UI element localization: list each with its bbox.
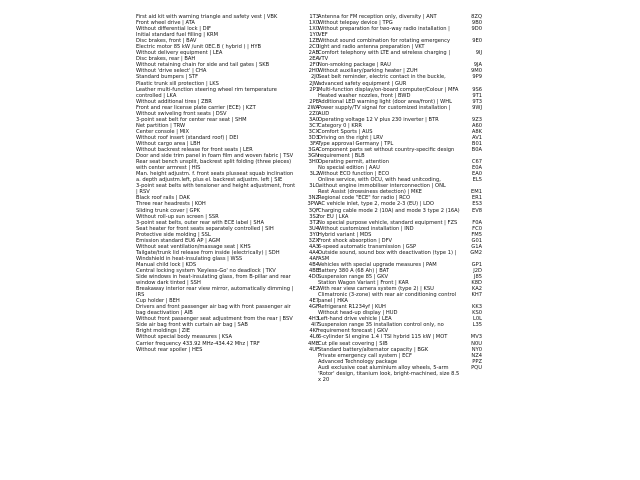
option-description: Without differential lock | DIF	[136, 26, 212, 33]
option-description: Suspension range 35 installation control only, no requirement forecast | GKV	[318, 322, 444, 335]
option-code: 3U4	[308, 225, 319, 232]
option-code: 1ZE	[308, 38, 319, 45]
option-code: KK3	[471, 304, 482, 311]
option-description: 3-point seat belt for center rear seat | SHM	[136, 116, 247, 123]
option-code: 9E0	[472, 38, 482, 45]
option-row	[136, 274, 319, 286]
option-description: 3-point seat belts, outer rear with ECE label | SHA	[136, 219, 265, 226]
option-code: L35	[472, 322, 482, 329]
option-code: B01	[471, 140, 482, 147]
option-code: 9T3	[472, 98, 482, 105]
option-description: Type approval Germany | TPL	[318, 140, 394, 147]
option-code: 3C7	[308, 122, 319, 129]
option-code: N0U	[471, 340, 482, 347]
option-code: 3PW	[307, 201, 319, 208]
option-description: Windshield in heat-insulating glass | WSS	[136, 255, 243, 262]
option-code: F0A	[472, 219, 482, 226]
option-description: Manual child lock | KDS	[136, 261, 197, 268]
option-code: ES3	[472, 201, 482, 208]
option-description: Without roof insert (standard roof) | DEI	[136, 134, 239, 141]
option-description: Door and side trim panel in foam film and woven fabric | TSV	[136, 153, 294, 160]
option-description: Driving on the right | LRV	[318, 134, 383, 141]
option-description: Climatronic (3-zone) with rear air conditioning control panel | HKA	[318, 292, 457, 305]
option-code: KA2	[471, 286, 482, 293]
option-code: EA0	[471, 171, 482, 178]
option-row	[136, 87, 319, 99]
option-description: Antenna for FM reception only, diversity | ANT	[318, 14, 437, 20]
option-description: Protective side molding | SSL	[136, 231, 211, 238]
option-code: 9T1	[472, 92, 482, 99]
option-description: Without backrest release for front seats | LER	[136, 147, 253, 154]
option-description: Front wheel drive | ATA	[136, 20, 195, 27]
option-description: Multi-function display/on-board computer/Colour | MFA	[318, 86, 459, 93]
option-code: 9S6	[472, 86, 482, 93]
option-description: Without cargo area | LBH	[136, 140, 201, 147]
options-list-right	[318, 14, 482, 383]
option-description: Cut pile seat covering | SIB	[318, 340, 388, 347]
option-code: A60	[471, 122, 482, 129]
option-code: K8D	[471, 280, 482, 287]
option-description: No special purpose vehicle, standard equipment | FZS	[318, 219, 458, 226]
option-row	[136, 159, 319, 171]
option-description: AC vehicle inlet, type 2, mode 2-3 (EU) | LDO	[318, 201, 434, 208]
option-description: Initial standard fuel filling | KRM	[136, 32, 219, 39]
option-description: Disc brakes, front | BAV	[136, 38, 197, 45]
option-code: 3QF	[308, 207, 319, 214]
option-code: 4UF	[309, 346, 319, 353]
option-description: Three rear headrests | KOH	[136, 201, 206, 208]
option-description: Side windows in heat-insulating glass, from B-pillar and rear window dark tinted | SSH	[136, 274, 291, 287]
option-description: Without 'drive select' | CHA	[136, 68, 207, 75]
option-description: Emission standard EU6 AP | AGM	[136, 237, 221, 244]
option-code: 4AF	[309, 255, 319, 262]
option-row	[318, 74, 482, 86]
option-code: EV8	[471, 207, 482, 214]
option-code: 3CX	[308, 128, 319, 135]
option-row	[136, 347, 319, 353]
option-description: Without seat ventilation/massage seat | KHS	[136, 243, 251, 250]
option-code: 2EA	[308, 56, 319, 63]
option-description: 3-point seat belts with tensioner and height adjustment, front | RSV	[136, 183, 296, 196]
option-code: 4A3	[308, 243, 319, 250]
option-description: Cup holder | BEH	[136, 298, 180, 305]
option-code: 9WJ	[472, 104, 482, 111]
option-description: Without preparation for two-way radio installation | VEF	[318, 26, 450, 39]
option-description: Hybrid variant | MDS	[318, 231, 372, 238]
option-code: 2P1	[309, 86, 319, 93]
option-code: G01	[471, 237, 482, 244]
option-code: 4E7	[309, 298, 319, 305]
option-row	[136, 304, 319, 316]
option-description: Non-smoking package | RAU	[318, 62, 391, 69]
option-code: 3A0	[308, 116, 319, 123]
option-code: C67	[471, 159, 482, 166]
option-code: 3H0	[308, 159, 319, 166]
option-description: Battery 380 A (68 Ah) | BAT	[318, 267, 390, 274]
option-code: 8ZQ	[471, 14, 482, 20]
option-row	[318, 208, 482, 220]
option-code: 4I7	[310, 322, 319, 329]
option-row	[318, 105, 482, 117]
option-code: FM5	[471, 231, 482, 238]
option-row	[318, 38, 482, 50]
option-row	[318, 26, 482, 38]
option-code: MV3	[470, 334, 482, 341]
option-code: 9Z3	[471, 116, 482, 123]
option-code: 2C0	[308, 44, 319, 51]
option-code: 9P9	[472, 74, 482, 81]
option-description: With rear view camera system (type 2) | KSU	[318, 286, 434, 293]
option-description: Without telepay device | TPG	[318, 20, 393, 27]
option-code: 3FA	[309, 140, 319, 147]
option-description: Net partition | TRW	[136, 122, 186, 129]
option-code: PQU	[471, 364, 482, 371]
option-code: 3GN	[307, 153, 319, 160]
option-description: Leather multi-function steering wheel rim temperature controlled | LKA	[136, 86, 277, 99]
option-description: Sliding trunk cover | GPK	[136, 207, 200, 214]
option-code: GP1	[471, 261, 482, 268]
option-description: Operating voltage 12 V plus 230 inverter | BTR	[318, 116, 439, 123]
option-description: Outside sound, sound box with deactivation (type 1) | ASM	[318, 249, 457, 262]
options-list-left	[136, 14, 319, 353]
option-code: 4KF	[309, 328, 319, 335]
option-description: Suspension range 85 | GKV	[318, 274, 389, 281]
option-code: ER1	[471, 195, 482, 202]
option-code: 4D0	[308, 274, 319, 281]
option-description: Advanced Technology package	[318, 358, 398, 365]
option-code: FC0	[472, 225, 482, 232]
option-description: Operating permit, attention	[318, 159, 389, 166]
option-code: 4L6	[309, 334, 319, 341]
option-description: Drivers and front passenger air bag with front passenger air bag deactivation | AIB	[136, 304, 291, 317]
option-description: Disc brakes, rear | BAH	[136, 56, 196, 63]
option-row	[318, 292, 482, 304]
option-description: Without ECO function | ECO	[318, 171, 390, 178]
option-description: Power supply/TV signal for customized installation | AUD	[318, 104, 451, 117]
option-row	[318, 147, 482, 159]
option-description: Standard battery/alternator capacity | BGK	[318, 346, 429, 353]
option-description: Without delivery equipment | LEA	[136, 50, 223, 57]
option-description: Heated washer nozzles, front | BWD	[318, 92, 411, 99]
option-code: 2PE	[309, 98, 319, 105]
option-description: Without rear spoiler | HES	[136, 346, 203, 353]
option-description: Tailgate/trunk lid release from inside (electrically) | SDH	[136, 249, 280, 256]
option-row	[318, 365, 482, 383]
option-code: 1X0	[308, 20, 319, 27]
option-description: Charging cable mode 2 (10A) and mode 3 type 2 (16A) for EU | LKA	[318, 207, 460, 220]
option-row	[136, 286, 319, 298]
option-description: Electric motor 85 kW /unit 0EC.B ( hybrid ) | HYB	[136, 44, 262, 51]
option-description: Carrier frequency 433.92 MHz-434.42 Mhz | TRF	[136, 340, 260, 347]
option-code: 2J0	[310, 74, 319, 81]
option-code: 3D3	[308, 134, 319, 141]
option-description: Comfort Sports | AUS	[318, 128, 373, 135]
option-code: A8K	[471, 128, 482, 135]
option-code: EL5	[472, 177, 482, 184]
option-code: PPZ	[472, 358, 482, 365]
option-code: 3ZX	[308, 237, 319, 244]
option-code: 4BE	[308, 267, 319, 274]
option-description: Center console | MIX	[136, 128, 190, 135]
option-description: Bright moldings | ZIE	[136, 328, 190, 335]
option-code: EM1	[471, 189, 482, 196]
option-code: 9M0	[471, 68, 482, 75]
option-code: 2F0	[309, 62, 319, 69]
option-description: Side air bag front with curtain air bag | SAB	[136, 322, 248, 329]
option-row	[318, 250, 482, 262]
option-description: Central locking system 'Keyless-Go' no deadlock | TKV	[136, 267, 276, 274]
option-code: KS0	[472, 310, 482, 317]
option-description: Seat belt reminder, electric contact in the buckle, advanced safety equipment | GUR	[318, 74, 446, 87]
option-code: E0A	[471, 165, 482, 172]
option-description: Without front passenger seat adjustment from the rear | BSV	[136, 316, 293, 323]
option-code: L0L	[473, 316, 482, 323]
option-code: 4E2	[309, 286, 319, 293]
option-description: Without additional tires | ZBR	[136, 98, 212, 105]
option-code: J85	[473, 274, 482, 281]
option-description: First aid kit with warning triangle and safety vest | VBK	[136, 14, 278, 20]
option-code: 9JA	[473, 62, 482, 69]
option-description: Station Wagon Variant | Front | KAR	[318, 280, 409, 287]
option-code: 1X0	[308, 26, 319, 33]
option-description: Front shock absorption | DFV	[318, 237, 393, 244]
option-description: Man. height adjustm. f. front seats plusseat squab inclination a. depth adjustm.left, plus el. backrest adjustm. left | SIE	[136, 171, 294, 184]
option-code: J2D	[473, 267, 482, 274]
option-description: Component parts set without country-specific design requirement | BLB	[318, 147, 455, 160]
option-code: 2JW	[309, 80, 319, 87]
option-description: Seat heater for front seats separately controlled | SIH	[136, 225, 274, 232]
option-description: Without sound combination for rotating emergency light and radio antenna preparation | VKT	[318, 38, 451, 51]
option-code: 2AB	[308, 50, 319, 57]
option-description: 6-speed automatic transmission | GSP	[318, 243, 417, 250]
option-code: 4H3	[308, 316, 319, 323]
option-code: AV1	[472, 134, 482, 141]
option-description: No special edition | AAU	[318, 165, 380, 172]
option-code: 3NZ	[308, 195, 319, 202]
option-code: 2WA	[307, 104, 319, 111]
option-description: Online service, with OCU, with head unitcoding, without engine immobiliser interconnection | ONL	[318, 177, 446, 190]
option-row	[318, 322, 482, 334]
option-code: 3Y0	[309, 231, 319, 238]
option-code: 3GA	[308, 147, 319, 154]
option-code: 3S2	[309, 213, 319, 220]
option-code: GM2	[470, 249, 482, 256]
option-row	[318, 177, 482, 189]
option-description: Without head-up display | HUD	[318, 310, 398, 317]
option-description: Front and rear license plate carrier (ECE) | KZT	[136, 104, 256, 111]
option-code: NZ4	[471, 352, 482, 359]
option-code: G1A	[471, 243, 482, 250]
option-description: Without auxiliary/parking heater | ZUH	[318, 68, 418, 75]
option-description: Without roll-up sun screen | SSR	[136, 213, 219, 220]
option-code: B0A	[471, 147, 482, 154]
option-description: Left-hand drive vehicle | LEA	[318, 316, 392, 323]
option-code: 2H0	[308, 68, 319, 75]
option-code: 4B4	[308, 261, 319, 268]
option-description: Private emergency call system | ECF	[318, 352, 412, 359]
option-code: 2Z0	[308, 110, 319, 117]
option-description: Vehicles with special upgrade measures | PAM	[318, 261, 437, 268]
option-description: Standard bumpers | STF	[136, 74, 199, 81]
option-code: 4ME	[308, 340, 319, 347]
option-description: Plastic trunk sill protection | LKS	[136, 80, 219, 87]
option-description: 6-cylinder SI engine 1.4 l TSI hybrid 115 kW | MOT	[318, 334, 448, 341]
option-description: Refrigerant R1234yf | KUH	[318, 304, 386, 311]
option-description: Without special body measures | KSA	[136, 334, 232, 341]
option-code: 4GF	[308, 304, 319, 311]
option-description: Without retaining chain for side and tail gates | SKB	[136, 62, 270, 69]
option-code: 1Y0	[309, 32, 319, 39]
option-description: Regional code "ECE" for radio | RCO	[318, 195, 411, 202]
option-code: 9IJ	[475, 50, 482, 57]
option-code: NY0	[471, 346, 482, 353]
option-description: Without swiveling front seats | DSV	[136, 110, 227, 117]
option-code: 9B0	[471, 20, 482, 27]
option-code: 3T2	[309, 219, 319, 226]
option-description: Rear seat bench unsplit, backrest split folding (three pieces) with center armrest | HIS	[136, 159, 292, 172]
option-description: Additional LED warning light (door area/front) | WHL	[318, 98, 452, 105]
option-row	[136, 171, 319, 183]
option-description: Comfort telephony with LTE and wireless charging | VTV	[318, 50, 451, 63]
option-row	[136, 183, 319, 195]
option-code: 1T3	[309, 14, 319, 20]
option-code: 9D0	[471, 26, 482, 33]
option-code: KH7	[471, 292, 482, 299]
option-code: 4A4	[308, 249, 319, 256]
option-description: Black roof rails | DAK	[136, 195, 190, 202]
option-description: Without customized installation | IND	[318, 225, 414, 232]
option-code: 3L2	[309, 171, 319, 178]
option-row	[318, 50, 482, 62]
option-description: Rest Assist (drowsiness detection) | MKE	[318, 189, 422, 196]
option-description: Audi exclusive coat aluminium alloy wheels, 5-arm 'Rotor' design, titanium look, bright-machined, size 8.5 x 20	[318, 364, 460, 383]
option-description: Category 0 | KRR	[318, 122, 362, 129]
option-description: Breakaway interior rear view mirror, automatically dimming | IRS	[136, 286, 294, 299]
option-code: 3LC	[309, 183, 319, 190]
